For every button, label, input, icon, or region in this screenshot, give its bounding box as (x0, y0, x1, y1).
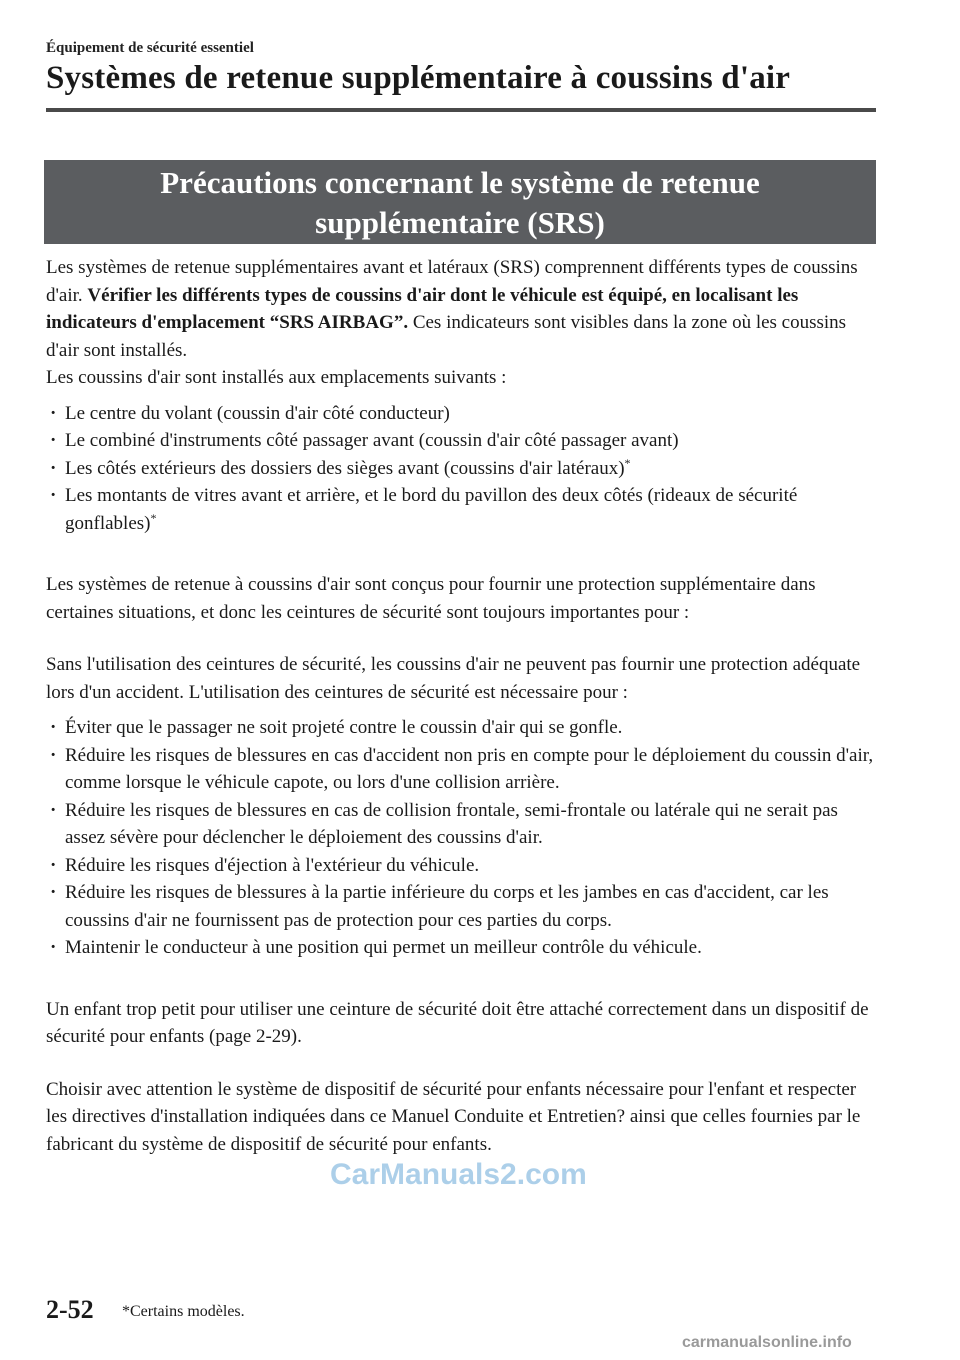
site-watermark: carmanualsonline.info (682, 1334, 852, 1351)
intro-paragraph (46, 254, 878, 364)
list-item: · Réduire les risques de blessures à la partie inférieure du corps et les jambes en cas d'accident, car les coussins d'air ne fournissent pas de protection pour ces parties du corps. (46, 879, 878, 934)
intro-bold-text: Vérifier les différents types de coussins d'air dont le véhicule est équipé, en localisant les indicateurs d'emplacement “SRS AIRBAG”. (46, 284, 799, 333)
list-item: · Le combiné d'instruments côté passager avant (coussin d'air côté passager avant) (46, 427, 878, 455)
footnote-mark: * (624, 455, 631, 470)
list-item: · Réduire les risques de blessures en cas d'accident non pris en compte pour le déploiement du coussin d'air, comme lorsque le véhicule capote, ou lors d'une collision arrière. (46, 742, 878, 797)
list-item: · Les côtés extérieurs des dossiers des sièges avant (coussins d'air latéraux)* (46, 455, 878, 483)
locations-list (46, 400, 878, 538)
section-banner (44, 160, 876, 244)
seatbelt-reasons-list (46, 714, 878, 962)
seatbelt-paragraph: Sans l'utilisation des ceintures de sécurité, les coussins d'air ne peuvent pas fournir une protection adéquate lors d'un accident. L'utilisation des ceintures de sécurité est nécessaire pour : (46, 654, 861, 703)
banner-title-line1: Précautions concernant le système de retenue (160, 165, 760, 200)
list-item: · Réduire les risques de blessures en cas de collision frontale, semi-frontale ou latérale qui ne serait pas assez sévère pour déclencher le déploiement des coussins d'air. (46, 797, 878, 852)
list-item: · Maintenir le conducteur à une position qui permet un meilleur contrôle du véhicule. (46, 934, 878, 962)
header-rule (46, 108, 876, 112)
supplement-paragraph: Les systèmes de retenue à coussins d'air sont conçus pour fournir une protection supplémentaire dans certaines situations, et donc les ceintures de sécurité sont toujours importantes pour : (46, 574, 816, 623)
page-number: 2-52 (46, 1295, 94, 1324)
section-label: Équipement de sécurité essentiel (46, 40, 254, 56)
list-item: · Réduire les risques d'éjection à l'extérieur du véhicule. (46, 852, 878, 880)
intro-text-1: Les systèmes de retenue supplémentaires avant et latéraux (SRS) comprennent différents types de coussins d'air. (46, 257, 858, 306)
intro-text-2: Ces indicateurs sont visibles dans la zone où les coussins d'air sont installés. (46, 312, 847, 361)
list-item: · Éviter que le passager ne soit projeté contre le coussin d'air qui se gonfle. (46, 714, 878, 742)
list-item: · Les montants de vitres avant et arrière, et le bord du pavillon des deux côtés (rideaux de sécurité gonflables)* (46, 482, 878, 537)
list-item: · Le centre du volant (coussin d'air côté conducteur) (46, 400, 878, 428)
overlay-watermark: CarManuals2.com (330, 1158, 587, 1191)
locations-lead: Les coussins d'air sont installés aux emplacements suivants : (46, 367, 507, 388)
main-content (46, 254, 878, 1158)
chapter-title: Systèmes de retenue supplémentaire à coussins d'air (46, 60, 791, 96)
choose-paragraph: Choisir avec attention le système de dispositif de sécurité pour enfants nécessaire pour l'enfant et respecter les directives d'installation indiquées dans ce Manuel Conduite et Entretien? ainsi que celles fournies par le fabricant du système de dispositif de sécurité pour enfants. (46, 1078, 861, 1155)
footnote: *Certains modèles. (122, 1303, 245, 1320)
footnote-mark: * (150, 510, 157, 525)
banner-title-line2: supplémentaire (SRS) (315, 205, 605, 240)
child-paragraph: Un enfant trop petit pour utiliser une ceinture de sécurité doit être attaché correctement dans un dispositif de sécurité pour enfants (page 2-29). (46, 998, 869, 1047)
